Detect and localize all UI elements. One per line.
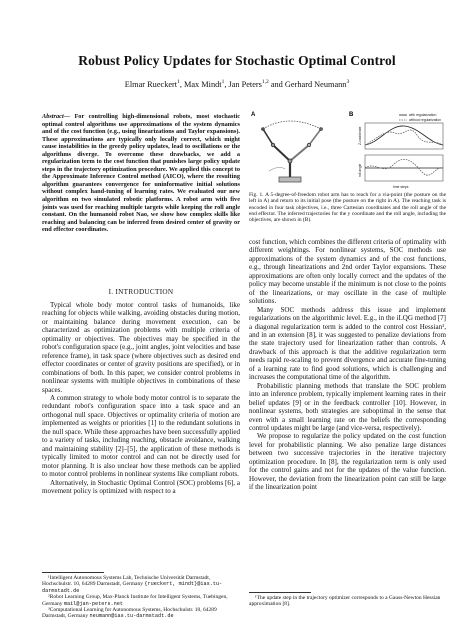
author-separator: ,	[224, 80, 229, 89]
x-axis-label: time steps	[393, 185, 409, 189]
affiliation-footnotes	[42, 572, 240, 620]
footnote-rule	[249, 592, 311, 593]
robot-arm-illustration	[262, 121, 323, 182]
legend-entry: without regularization	[409, 118, 442, 123]
paragraph: Probabilistic planning methods that translate the SOC problem into an inference problem, typically implement learning rates in their belief updates [9] or in the feedback controller [10]. However, in nonlinear systems, both strategies are suboptimal in the sense that even with a small learning rate on the beliefs the corresponding control updates might be large (and vice-versa, respectively).	[249, 381, 446, 432]
footnote: ¹Intelligent Autonomous Systems Lab, Technische Universität Darmstadt, Hochschulstr. 10, 64289 Darmstadt, Germany {rueckert, mindt}@ias.tu-darmstadt.de	[42, 575, 223, 594]
author-name: Elmar Rueckert	[124, 80, 178, 89]
author-affiliation-mark: 3	[346, 79, 350, 86]
plot-axes	[365, 123, 443, 181]
author-name: Max Mindt	[184, 80, 222, 89]
author-separator: ,	[179, 80, 184, 89]
footnote: ³Computational Learning for Autonomous Systems, Hochschulstr. 10, 64289 Darmstadt, Germany neumann@ias.tu-darmstadt.de	[42, 607, 217, 620]
author-affiliation-mark: 1	[177, 79, 180, 86]
figure-1	[249, 109, 446, 191]
abstract	[42, 113, 240, 234]
paragraph: We propose to regularize the policy updated on the cost function level for probabilistic planning. We also penalize large distances between two successive trajectories in the iterative trajectory optimization procedure. In [8], the regularization term is only used for the control gains and not for the updates of the value function. However, the deviation from the linearization point can still be large if the linearization point	[249, 432, 446, 492]
abstract-lead: Abstract—	[42, 113, 70, 120]
footnote: ¹The update step in the trajectory optimizer corresponds to a Gauss-Newton Hessian approximation [8].	[249, 595, 441, 608]
section-heading-introduction: I. INTRODUCTION	[108, 288, 174, 296]
author-affiliation-mark: 1	[221, 79, 225, 86]
figure-1-graphic	[249, 109, 446, 191]
legend	[399, 113, 441, 122]
hessian-footnote	[249, 592, 446, 608]
paragraph: A common strategy to whole body motor control is to separate the redundant robot's configuration space into a task space and an orthogonal null space. Objectives or optimality criteria of motion are implemented as weights or priorities [1] to the redundant solutions in the null space. While these approaches have been successfully applied to a variety of tasks, including reaching, obstacle avoidance, walking and maintaining stability [2]–[5], the application of these methods is typically limited to motor control and can not be directly used for motor planning. It is also unclear how these methods can be applied to motor control problems in nonlinear systems like compliant robots.	[42, 393, 240, 479]
paragraph: Alternatively, in Stochastic Optimal Control (SOC) problems [6], a movement policy is optimized with respect to a	[42, 478, 240, 495]
panel-label-b: B	[349, 112, 354, 118]
author-separator: and	[268, 80, 285, 89]
y-axis-label: Z-coordinate	[358, 126, 362, 145]
author-affiliation-mark: 1,2	[261, 79, 269, 86]
figure-1-caption: Fig. 1. A 5-degree-of-freedom robot arm has to reach for a via-point (the posture on the left in A) and return to its initial pose (the posture on the right in A). The reaching task is encoded in four task objectives, i.e., three Cartesian coordinates and the roll angle of the end effector. The inferred trajectories for the y coordinate and the roll angle, including the objectives, are shown in (B).	[249, 192, 446, 224]
y-axis-label: roll angle	[358, 163, 362, 177]
email-address[interactable]: mail@jan-peters.net	[63, 600, 123, 607]
paragraph: Typical whole body motor control tasks of humanoids, like reaching for objects while walking, avoiding obstacles during motion, or maintaining balance during movement execution, can be characterized as optimization problems with multiple criteria of optimality or objectives. The objectives may be specified in the robot's configuration space (e.g., joint angles, joint velocities and base reference frame), in task space (where objectives such as desired end effector coordinates or center of gravity positions are specified), or in combinations of both. In this paper, we consider control problems in nonlinear systems with multiple objectives in combinations of these spaces.	[42, 301, 240, 394]
author-name: Jan Peters	[228, 80, 262, 89]
legend-entry: with regularization	[409, 113, 437, 118]
author-list	[20, 80, 454, 89]
email-address[interactable]: neumann@ias.tu-darmstadt.de	[89, 613, 174, 620]
author-name: Gerhard Neumann	[284, 80, 347, 89]
email-address[interactable]: {rueckert, mindt}@ias.tu-darmstadt.de	[42, 581, 223, 594]
footnote: ²Robot Learning Group, Max-Planck Institute for Intelligent Systems, Tuebingen, Germany mail@jan-peters.net	[42, 594, 228, 607]
footnote-rule	[42, 572, 104, 573]
panel-label-a: A	[251, 112, 256, 118]
paper-title: Robust Policy Updates for Stochastic Optimal Control	[78, 53, 396, 68]
left-column-body	[42, 301, 240, 571]
plot-curves	[365, 126, 443, 175]
right-column-body	[249, 238, 446, 586]
paragraph: Many SOC methods address this issue and implement regularizations on the algorithmic level. E.g., in the iLQG method [7] a diagonal regularization term is added to the control cost Hessian¹, and in an extension [8], it was suggested to penalize deviations from the state trajectory used for linearization rather than controls. A drawback of this approach is that the additive regularization term needs rapid re-scaling to prevent divergence and accurate fine-tuning of a learning rate to find good solutions, which is challenging and increases the computational time of the algorithm.	[249, 305, 446, 382]
paragraph: cost function, which combines the different criteria of optimality with different weightings. For nonlinear systems, SOC methods use approximations of the system dynamics and of the cost functions, e.g., through linearizations and 2nd order Taylor expansions. These approximations are often only locally correct and the updates of the policy may become unstable if the minimum is not close to the points of the linearizations, or may oscillate in the case of multiple solutions.	[249, 238, 446, 306]
abstract-body: For controlling high-dimensional robots, most stochastic optimal control algorithms use approximations of the system dynamics and of the cost function (e.g., using linearizations and Taylor expansions). These approximations are typically only locally correct, which might cause instabilities in the greedy policy updates, lead to oscillations or the algorithms diverge. To overcome these drawbacks, we add a regularization term to the cost function that punishes large policy update steps in the trajectory optimization procedure. We applied this concept to the Approximate Inference Control method (AICO), where the resulting algorithm guarantees convergence for uninformative initial solutions without complex hand-tuning of learning rates. We evaluated our new algorithm on two simulated robotic platforms. A robot arm with five joints was used for reaching multiple targets while keeping the roll angle constant. On the humanoid robot Nao, we show how complex skills like reaching and balancing can be inferred from desired center of gravity or end effector coordinates.	[42, 113, 240, 234]
